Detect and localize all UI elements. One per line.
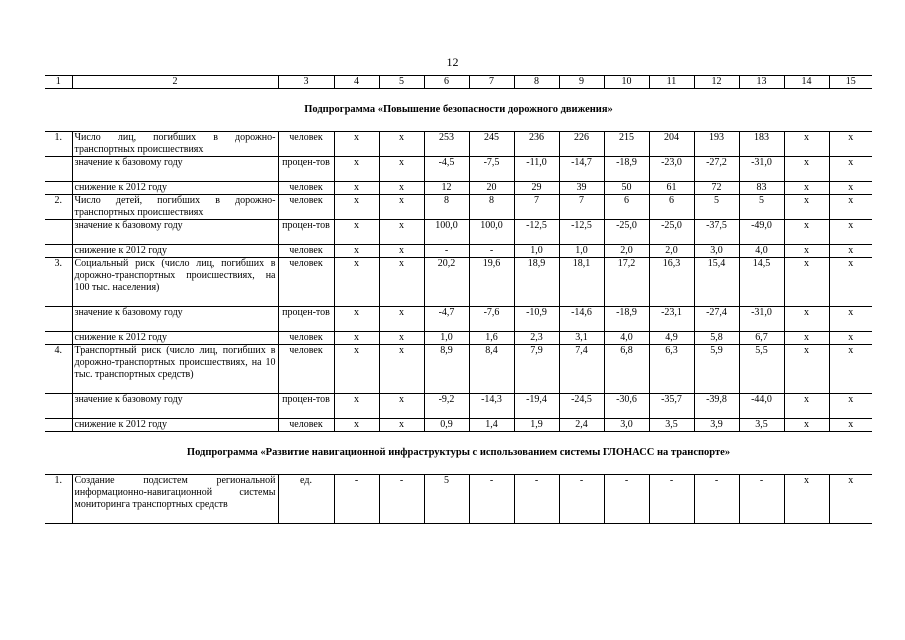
subprogram-title-row bbox=[45, 432, 872, 475]
value-cell: -14,7 bbox=[559, 157, 604, 182]
value-cell: -39,8 bbox=[694, 394, 739, 419]
value-cell: x bbox=[334, 245, 379, 258]
subprogram-title-row bbox=[45, 89, 872, 132]
value-cell: -11,0 bbox=[514, 157, 559, 182]
value-cell: x bbox=[334, 157, 379, 182]
value-cell: -18,9 bbox=[604, 157, 649, 182]
value-cell: -12,5 bbox=[514, 220, 559, 245]
value-cell: 15,4 bbox=[694, 258, 739, 307]
unit-cell: человек bbox=[278, 195, 334, 220]
value-cell: x bbox=[334, 195, 379, 220]
value-cell: 204 bbox=[649, 132, 694, 157]
value-cell: 236 bbox=[514, 132, 559, 157]
column-number: 15 bbox=[829, 76, 872, 89]
value-cell: - bbox=[514, 475, 559, 524]
value-cell: -9,2 bbox=[424, 394, 469, 419]
table-row bbox=[45, 245, 872, 258]
value-cell: -35,7 bbox=[649, 394, 694, 419]
value-cell: 100,0 bbox=[469, 220, 514, 245]
column-number: 12 bbox=[694, 76, 739, 89]
value-cell: -27,4 bbox=[694, 307, 739, 332]
value-cell: 14,5 bbox=[739, 258, 784, 307]
table-row bbox=[45, 220, 872, 245]
value-cell: x bbox=[334, 419, 379, 432]
value-cell: 8,4 bbox=[469, 345, 514, 394]
row-index bbox=[45, 332, 72, 345]
table-row bbox=[45, 332, 872, 345]
value-cell: - bbox=[559, 475, 604, 524]
value-cell: 7,9 bbox=[514, 345, 559, 394]
value-cell: - bbox=[334, 475, 379, 524]
indicator-name: Социальный риск (число лиц, погибших в дорожно-транспортных происшествиях, на 100 тыс. населения) bbox=[72, 258, 278, 307]
value-cell: 253 bbox=[424, 132, 469, 157]
indicator-name: Создание подсистем региональной информационно-навигационной системы мониторинга транспортных средств bbox=[72, 475, 278, 524]
value-cell: -19,4 bbox=[514, 394, 559, 419]
value-cell: 5,8 bbox=[694, 332, 739, 345]
column-number: 10 bbox=[604, 76, 649, 89]
value-cell: x bbox=[784, 307, 829, 332]
indicator-name: значение к базовому году bbox=[72, 220, 278, 245]
value-cell: -12,5 bbox=[559, 220, 604, 245]
column-number: 8 bbox=[514, 76, 559, 89]
value-cell: x bbox=[379, 419, 424, 432]
value-cell: 72 bbox=[694, 182, 739, 195]
value-cell: -31,0 bbox=[739, 307, 784, 332]
value-cell: -10,9 bbox=[514, 307, 559, 332]
value-cell: 12 bbox=[424, 182, 469, 195]
column-numbers-row bbox=[45, 76, 872, 89]
indicator-name: снижение к 2012 году bbox=[72, 332, 278, 345]
value-cell: - bbox=[649, 475, 694, 524]
value-cell: x bbox=[379, 245, 424, 258]
value-cell: x bbox=[379, 132, 424, 157]
value-cell: 1,0 bbox=[559, 245, 604, 258]
value-cell: 3,0 bbox=[694, 245, 739, 258]
value-cell: -4,5 bbox=[424, 157, 469, 182]
value-cell: -37,5 bbox=[694, 220, 739, 245]
value-cell: 1,6 bbox=[469, 332, 514, 345]
value-cell: - bbox=[424, 245, 469, 258]
value-cell: -30,6 bbox=[604, 394, 649, 419]
value-cell: 226 bbox=[559, 132, 604, 157]
value-cell: 7 bbox=[559, 195, 604, 220]
value-cell: 83 bbox=[739, 182, 784, 195]
value-cell: x bbox=[784, 394, 829, 419]
value-cell: 20,2 bbox=[424, 258, 469, 307]
value-cell: 6,7 bbox=[739, 332, 784, 345]
value-cell: - bbox=[469, 475, 514, 524]
value-cell: 17,2 bbox=[604, 258, 649, 307]
unit-cell: процен-тов bbox=[278, 307, 334, 332]
value-cell: 1,0 bbox=[424, 332, 469, 345]
unit-cell: человек bbox=[278, 132, 334, 157]
row-index: 1. bbox=[45, 132, 72, 157]
value-cell: x bbox=[829, 258, 872, 307]
value-cell: x bbox=[784, 475, 829, 524]
value-cell: 1,0 bbox=[514, 245, 559, 258]
value-cell: - bbox=[694, 475, 739, 524]
value-cell: 215 bbox=[604, 132, 649, 157]
value-cell: x bbox=[379, 394, 424, 419]
indicator-name: значение к базовому году bbox=[72, 394, 278, 419]
value-cell: x bbox=[334, 307, 379, 332]
value-cell: 4,9 bbox=[649, 332, 694, 345]
subprogram-title: Подпрограмма «Развитие навигационной инфраструктуры с использованием системы ГЛОНАСС на транспорте» bbox=[186, 447, 731, 458]
value-cell: 7,4 bbox=[559, 345, 604, 394]
unit-cell: человек bbox=[278, 332, 334, 345]
value-cell: -7,6 bbox=[469, 307, 514, 332]
value-cell: 8 bbox=[469, 195, 514, 220]
value-cell: x bbox=[829, 307, 872, 332]
value-cell: x bbox=[784, 157, 829, 182]
value-cell: 6 bbox=[649, 195, 694, 220]
column-number: 7 bbox=[469, 76, 514, 89]
unit-cell: ед. bbox=[278, 475, 334, 524]
row-index bbox=[45, 307, 72, 332]
column-number: 3 bbox=[278, 76, 334, 89]
value-cell: 39 bbox=[559, 182, 604, 195]
indicator-name: Число детей, погибших в дорожно-транспортных происшествиях bbox=[72, 195, 278, 220]
unit-cell: человек bbox=[278, 258, 334, 307]
unit-cell: человек bbox=[278, 245, 334, 258]
unit-cell: человек bbox=[278, 345, 334, 394]
value-cell: - bbox=[604, 475, 649, 524]
indicator-name: снижение к 2012 году bbox=[72, 245, 278, 258]
value-cell: 19,6 bbox=[469, 258, 514, 307]
table-row bbox=[45, 157, 872, 182]
indicator-name: значение к базовому году bbox=[72, 307, 278, 332]
unit-cell: человек bbox=[278, 182, 334, 195]
indicator-name: снижение к 2012 году bbox=[72, 182, 278, 195]
column-number: 2 bbox=[72, 76, 278, 89]
value-cell: 1,9 bbox=[514, 419, 559, 432]
row-index bbox=[45, 394, 72, 419]
value-cell: -31,0 bbox=[739, 157, 784, 182]
value-cell: x bbox=[784, 132, 829, 157]
value-cell: 6 bbox=[604, 195, 649, 220]
value-cell: 100,0 bbox=[424, 220, 469, 245]
row-index: 3. bbox=[45, 258, 72, 307]
row-index: 2. bbox=[45, 195, 72, 220]
value-cell: 50 bbox=[604, 182, 649, 195]
value-cell: 3,0 bbox=[604, 419, 649, 432]
indicator-name: снижение к 2012 году bbox=[72, 419, 278, 432]
value-cell: 8 bbox=[424, 195, 469, 220]
value-cell: 0,9 bbox=[424, 419, 469, 432]
value-cell: 5,5 bbox=[739, 345, 784, 394]
column-number: 5 bbox=[379, 76, 424, 89]
value-cell: x bbox=[784, 419, 829, 432]
value-cell: x bbox=[784, 220, 829, 245]
table-row bbox=[45, 475, 872, 524]
value-cell: x bbox=[784, 258, 829, 307]
value-cell: -49,0 bbox=[739, 220, 784, 245]
value-cell: x bbox=[334, 345, 379, 394]
value-cell: -7,5 bbox=[469, 157, 514, 182]
value-cell: -23,0 bbox=[649, 157, 694, 182]
value-cell: x bbox=[784, 345, 829, 394]
value-cell: x bbox=[334, 220, 379, 245]
column-number: 9 bbox=[559, 76, 604, 89]
table-row bbox=[45, 345, 872, 394]
value-cell: x bbox=[334, 182, 379, 195]
value-cell: x bbox=[379, 345, 424, 394]
value-cell: 6,8 bbox=[604, 345, 649, 394]
column-number: 14 bbox=[784, 76, 829, 89]
row-index bbox=[45, 245, 72, 258]
value-cell: - bbox=[739, 475, 784, 524]
value-cell: - bbox=[469, 245, 514, 258]
column-number: 4 bbox=[334, 76, 379, 89]
value-cell: x bbox=[829, 332, 872, 345]
indicators-table bbox=[45, 75, 872, 524]
indicator-name: Транспортный риск (число лиц, погибших в дорожно-транспортных происшествиях, на 10 тыс. транспортных средств) bbox=[72, 345, 278, 394]
value-cell: 5,9 bbox=[694, 345, 739, 394]
value-cell: x bbox=[334, 132, 379, 157]
value-cell: x bbox=[379, 258, 424, 307]
row-index bbox=[45, 157, 72, 182]
value-cell: x bbox=[379, 195, 424, 220]
value-cell: 2,3 bbox=[514, 332, 559, 345]
value-cell: x bbox=[379, 182, 424, 195]
table-row bbox=[45, 182, 872, 195]
unit-cell: человек bbox=[278, 419, 334, 432]
value-cell: - bbox=[379, 475, 424, 524]
value-cell: -14,3 bbox=[469, 394, 514, 419]
value-cell: 16,3 bbox=[649, 258, 694, 307]
column-number: 11 bbox=[649, 76, 694, 89]
page-number: 12 bbox=[446, 55, 459, 69]
value-cell: 18,9 bbox=[514, 258, 559, 307]
row-index: 1. bbox=[45, 475, 72, 524]
value-cell: 3,1 bbox=[559, 332, 604, 345]
value-cell: x bbox=[379, 332, 424, 345]
value-cell: x bbox=[784, 332, 829, 345]
value-cell: 18,1 bbox=[559, 258, 604, 307]
table-row bbox=[45, 419, 872, 432]
indicator-name: Число лиц, погибших в дорожно-транспортных происшествиях bbox=[72, 132, 278, 157]
value-cell: 2,0 bbox=[604, 245, 649, 258]
table-row bbox=[45, 258, 872, 307]
value-cell: x bbox=[829, 157, 872, 182]
row-index bbox=[45, 220, 72, 245]
value-cell: x bbox=[379, 307, 424, 332]
unit-cell: процен-тов bbox=[278, 220, 334, 245]
row-index bbox=[45, 182, 72, 195]
table-row bbox=[45, 394, 872, 419]
value-cell: 3,5 bbox=[739, 419, 784, 432]
value-cell: 2,0 bbox=[649, 245, 694, 258]
value-cell: 6,3 bbox=[649, 345, 694, 394]
value-cell: 183 bbox=[739, 132, 784, 157]
value-cell: -25,0 bbox=[604, 220, 649, 245]
value-cell: 245 bbox=[469, 132, 514, 157]
value-cell: x bbox=[829, 419, 872, 432]
row-index: 4. bbox=[45, 345, 72, 394]
value-cell: 4,0 bbox=[604, 332, 649, 345]
value-cell: -44,0 bbox=[739, 394, 784, 419]
value-cell: -27,2 bbox=[694, 157, 739, 182]
table-row bbox=[45, 195, 872, 220]
value-cell: x bbox=[334, 394, 379, 419]
value-cell: -4,7 bbox=[424, 307, 469, 332]
value-cell: x bbox=[784, 182, 829, 195]
table-row bbox=[45, 307, 872, 332]
unit-cell: процен-тов bbox=[278, 394, 334, 419]
value-cell: x bbox=[379, 157, 424, 182]
unit-cell: процен-тов bbox=[278, 157, 334, 182]
value-cell: x bbox=[829, 182, 872, 195]
value-cell: -23,1 bbox=[649, 307, 694, 332]
value-cell: 5 bbox=[424, 475, 469, 524]
value-cell: 193 bbox=[694, 132, 739, 157]
column-number: 1 bbox=[45, 76, 72, 89]
value-cell: x bbox=[829, 345, 872, 394]
value-cell: 5 bbox=[739, 195, 784, 220]
column-number: 6 bbox=[424, 76, 469, 89]
value-cell: -18,9 bbox=[604, 307, 649, 332]
value-cell: 20 bbox=[469, 182, 514, 195]
value-cell: x bbox=[829, 394, 872, 419]
value-cell: x bbox=[784, 245, 829, 258]
value-cell: -24,5 bbox=[559, 394, 604, 419]
value-cell: x bbox=[829, 195, 872, 220]
value-cell: x bbox=[829, 132, 872, 157]
value-cell: -25,0 bbox=[649, 220, 694, 245]
value-cell: x bbox=[829, 245, 872, 258]
value-cell: 7 bbox=[514, 195, 559, 220]
value-cell: -14,6 bbox=[559, 307, 604, 332]
value-cell: 29 bbox=[514, 182, 559, 195]
value-cell: 1,4 bbox=[469, 419, 514, 432]
value-cell: 5 bbox=[694, 195, 739, 220]
value-cell: x bbox=[784, 195, 829, 220]
value-cell: x bbox=[334, 332, 379, 345]
table-row bbox=[45, 132, 872, 157]
value-cell: 61 bbox=[649, 182, 694, 195]
indicator-name: значение к базовому году bbox=[72, 157, 278, 182]
row-index bbox=[45, 419, 72, 432]
value-cell: 3,9 bbox=[694, 419, 739, 432]
value-cell: 2,4 bbox=[559, 419, 604, 432]
value-cell: x bbox=[829, 475, 872, 524]
value-cell: 8,9 bbox=[424, 345, 469, 394]
value-cell: x bbox=[379, 220, 424, 245]
value-cell: 3,5 bbox=[649, 419, 694, 432]
subprogram-title: Подпрограмма «Повышение безопасности дорожного движения» bbox=[304, 104, 613, 115]
column-number: 13 bbox=[739, 76, 784, 89]
value-cell: x bbox=[334, 258, 379, 307]
value-cell: 4,0 bbox=[739, 245, 784, 258]
value-cell: x bbox=[829, 220, 872, 245]
